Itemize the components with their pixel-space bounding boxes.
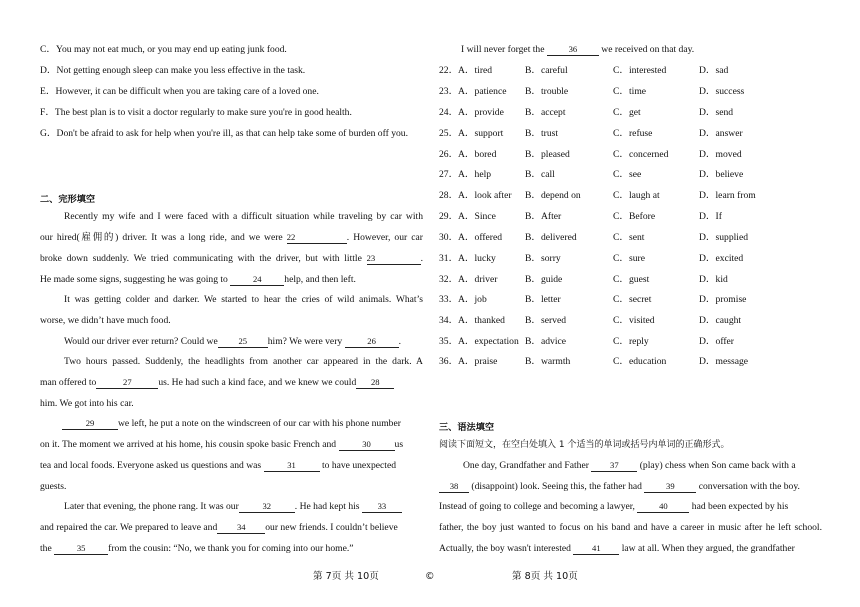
choice-row-30 — [439, 232, 823, 244]
choice-c[interactable]: C．time — [613, 86, 647, 97]
choice-b[interactable]: B．call — [525, 169, 555, 180]
choice-b[interactable]: B．depend on — [525, 190, 581, 201]
p5-line2 — [40, 439, 403, 451]
choice-b[interactable]: B．served — [525, 315, 567, 326]
choice-row-29 — [439, 211, 823, 223]
text: we left, he put a note on the windscreen of our car with his phone number — [118, 418, 401, 429]
choice-b[interactable]: B．trouble — [525, 86, 569, 97]
blank-23[interactable]: 23 — [367, 253, 421, 265]
blank-31[interactable]: 31 — [264, 460, 320, 472]
choice-d[interactable]: D．caught — [699, 315, 742, 326]
option-g: G．Don't be afraid to ask for help when you're ill, as that can help take some of burden off you. — [40, 128, 409, 139]
text: tea and local foods. Everyone asked us questions and was — [40, 460, 262, 471]
choice-c[interactable]: C．guest — [613, 274, 650, 285]
text: (disappoint) look. Seeing this, the father had — [471, 481, 642, 492]
choice-b[interactable]: B．guide — [525, 274, 563, 285]
choice-b[interactable]: B．careful — [525, 65, 568, 76]
text: . — [398, 336, 401, 347]
choice-b[interactable]: B．warmth — [525, 356, 571, 367]
option-d: D．Not getting enough sleep can make you less effective in the task. — [40, 65, 306, 76]
footer-copyright: © — [425, 571, 435, 582]
text: us. He had such a kind face, and we knew we could — [158, 377, 357, 388]
blank-24[interactable]: 24 — [230, 274, 284, 286]
choice-row-25 — [439, 128, 823, 140]
choice-d[interactable]: D．answer — [699, 128, 743, 139]
choice-number: 30． — [439, 232, 459, 243]
text: law at all. When they argued, the grandfather — [621, 543, 795, 554]
text: from the cousin: “No, we thank you for coming into our home.” — [108, 543, 354, 554]
option-c: C．You may not eat much, or you may end up eating junk food. — [40, 44, 287, 55]
choice-d[interactable]: D．learn from — [699, 190, 756, 201]
choice-number: 23． — [439, 86, 459, 97]
p2-line1: It was getting colder and darker. We started to hear the cries of wild animals. What’s — [64, 294, 423, 305]
choice-d[interactable]: D．believe — [699, 169, 744, 180]
choice-a[interactable]: A．tired — [458, 65, 493, 76]
p6-line3 — [40, 543, 354, 555]
p4-line1: Two hours passed. Suddenly, the headlights from another car appeared in the dark. A — [64, 356, 423, 367]
choice-row-24 — [439, 107, 823, 119]
section-2-title: 二、完形填空 — [40, 194, 96, 205]
choice-row-34 — [439, 315, 823, 327]
choice-a[interactable]: A．offered — [458, 232, 503, 243]
blank-25[interactable]: 25 — [218, 336, 268, 348]
choice-c[interactable]: C．visited — [613, 315, 655, 326]
choice-number: 27． — [439, 169, 459, 180]
blank-36[interactable]: 36 — [547, 44, 599, 56]
choice-a[interactable]: A．job — [458, 294, 487, 305]
p5-line3 — [40, 460, 396, 472]
choice-b[interactable]: B．advice — [525, 336, 567, 347]
p6-line1 — [64, 501, 402, 513]
choice-c[interactable]: C．refuse — [613, 128, 653, 139]
choice-b[interactable]: B．letter — [525, 294, 561, 305]
choice-number: 22． — [439, 65, 459, 76]
choice-a[interactable]: A．help — [458, 169, 492, 180]
section-3-title: 三、语法填空 — [439, 422, 495, 433]
choice-a[interactable]: A．Since — [458, 211, 496, 222]
blank-32[interactable]: 32 — [239, 501, 295, 513]
blank-27[interactable]: 27 — [96, 377, 158, 389]
choice-a[interactable]: A．provide — [458, 107, 504, 118]
choice-number: 35． — [439, 336, 459, 347]
text: us — [394, 439, 404, 450]
p6-line2 — [40, 522, 398, 534]
choice-b[interactable]: B．sorry — [525, 253, 561, 264]
choice-d[interactable]: D．excited — [699, 253, 744, 264]
blank-41[interactable]: 41 — [573, 543, 619, 555]
footer-right-page-number: 第 8页 共 10页 — [512, 571, 578, 582]
choice-d[interactable]: D．kid — [699, 274, 728, 285]
p1-line1: Recently my wife and I were faced with a difficult situation while traveling by car with — [64, 211, 423, 222]
choice-a[interactable]: A．bored — [458, 149, 497, 160]
choice-c[interactable]: C．Before — [613, 211, 656, 222]
text: conversation with the boy. — [698, 481, 800, 492]
footer-left-page-number: 第 7页 共 10页 — [313, 571, 379, 582]
p4-line2 — [40, 377, 394, 389]
choice-a[interactable]: A．support — [458, 128, 504, 139]
blank-28[interactable]: 28 — [356, 377, 394, 389]
choice-c[interactable]: C．sure — [613, 253, 645, 264]
p1-line3 — [40, 253, 423, 265]
option-f: F．The best plan is to visit a doctor regularly to make sure you're in good health. — [40, 107, 352, 118]
choice-b[interactable]: B．trust — [525, 128, 559, 139]
choice-a[interactable]: A．look after — [458, 190, 512, 201]
option-e: E．However, it can be difficult when you are taking care of a loved one. — [40, 86, 319, 97]
choice-a[interactable]: A．lucky — [458, 253, 496, 264]
choice-row-33 — [439, 294, 823, 306]
text: we received on that day. — [601, 44, 695, 55]
blank-40[interactable]: 40 — [637, 501, 689, 513]
choice-d[interactable]: D．sad — [699, 65, 729, 76]
choice-b[interactable]: B．After — [525, 211, 562, 222]
blank-38[interactable]: 38 — [439, 481, 469, 493]
choice-d[interactable]: D．promise — [699, 294, 747, 305]
choice-d[interactable]: D．supplied — [699, 232, 749, 243]
choice-c[interactable]: C．laugh at — [613, 190, 660, 201]
choice-a[interactable]: A．praise — [458, 356, 498, 367]
choice-number: 36． — [439, 356, 459, 367]
g-line1 — [463, 460, 796, 472]
right-top-line — [461, 44, 694, 56]
text: and repaired the car. We prepared to leave and — [40, 522, 218, 533]
choice-number: 29． — [439, 211, 459, 222]
text: (play) chess when Son came back with a — [639, 460, 796, 471]
choice-d[interactable]: D．If — [699, 211, 722, 222]
choice-number: 26． — [439, 149, 459, 160]
p4-line3: him. We got into his car. — [40, 398, 134, 409]
choice-row-32 — [439, 274, 823, 286]
choice-row-26 — [439, 149, 823, 161]
g-line2 — [439, 481, 800, 493]
choice-d[interactable]: D．offer — [699, 336, 734, 347]
choice-b[interactable]: B．accept — [525, 107, 566, 118]
g-line4: father, the boy just wanted to focus on his band and have a career in music after he left school. — [439, 522, 822, 533]
choice-row-35 — [439, 336, 823, 348]
choice-d[interactable]: D．send — [699, 107, 734, 118]
choice-a[interactable]: A．driver — [458, 274, 498, 285]
choice-a[interactable]: A．patience — [458, 86, 507, 97]
choice-c[interactable]: C．secret — [613, 294, 652, 305]
text: One day, Grandfather and Father — [463, 460, 589, 471]
text: I will never forget the — [461, 44, 545, 55]
blank-39[interactable]: 39 — [644, 481, 696, 493]
p2-line2: worse, we didn’t have much food. — [40, 315, 171, 326]
blank-34[interactable]: 34 — [217, 522, 265, 534]
choice-number: 32． — [439, 274, 459, 285]
text: our hired(雇佣的) driver. It was a long ride, and we were — [40, 232, 283, 243]
section-3-instruction: 阅读下面短文，在空白处填入 1 个适当的单词或括号内单词的正确形式。 — [439, 440, 730, 450]
choice-number: 33． — [439, 294, 459, 305]
g-line5 — [439, 543, 795, 555]
text: man offered to — [40, 377, 97, 388]
p3-line1 — [64, 336, 401, 348]
choice-number: 25． — [439, 128, 459, 139]
text: him? We were very — [267, 336, 343, 347]
choice-b[interactable]: B．pleased — [525, 149, 570, 160]
choice-b[interactable]: B．delivered — [525, 232, 577, 243]
choice-number: 31． — [439, 253, 459, 264]
text: had been expected by his — [691, 501, 789, 512]
choice-d[interactable]: D．moved — [699, 149, 742, 160]
choice-row-22 — [439, 65, 823, 77]
choice-c[interactable]: C．reply — [613, 336, 649, 347]
text: the — [40, 543, 52, 554]
choice-row-23 — [439, 86, 823, 98]
p5-line1 — [62, 418, 401, 430]
blank-35[interactable]: 35 — [54, 543, 108, 555]
blank-30[interactable]: 30 — [339, 439, 395, 451]
choice-row-27 — [439, 169, 823, 181]
choice-a[interactable]: A．thanked — [458, 315, 505, 326]
text: He made some signs, suggesting he was going to — [40, 274, 228, 285]
p1-line2 — [40, 232, 423, 244]
text: . — [420, 253, 423, 264]
choice-d[interactable]: D．message — [699, 356, 749, 367]
choice-row-31 — [439, 253, 823, 265]
text: . He had kept his — [294, 501, 360, 512]
choice-row-36 — [439, 356, 823, 368]
choice-c[interactable]: C．sent — [613, 232, 645, 243]
text: Would our driver ever return? Could we — [64, 336, 218, 347]
choice-c[interactable]: C．concerned — [613, 149, 669, 160]
text: broke down suddenly. We tried communicating with the driver, but with little — [40, 253, 362, 264]
text: Instead of going to college and becoming a lawyer, — [439, 501, 635, 512]
choice-c[interactable]: C．education — [613, 356, 667, 367]
blank-37[interactable]: 37 — [591, 460, 637, 472]
choice-a[interactable]: A．expectation — [458, 336, 519, 347]
choice-number: 24． — [439, 107, 459, 118]
blank-29[interactable]: 29 — [62, 418, 118, 430]
choice-c[interactable]: C．get — [613, 107, 641, 118]
choice-number: 28． — [439, 190, 459, 201]
text: . However, our car — [346, 232, 423, 243]
text: Actually, the boy wasn't interested — [439, 543, 571, 554]
text: our new friends. I couldn’t believe — [265, 522, 398, 533]
text: help, and then left. — [284, 274, 356, 285]
choice-d[interactable]: D．success — [699, 86, 745, 97]
choice-number: 34． — [439, 315, 459, 326]
p5-line4: guests. — [40, 481, 67, 492]
choice-row-28 — [439, 190, 823, 202]
blank-26[interactable]: 26 — [345, 336, 399, 348]
p1-line4 — [40, 274, 356, 286]
text: on it. The moment we arrived at his home, his cousin spoke basic French and — [40, 439, 337, 450]
text: Later that evening, the phone rang. It was our — [64, 501, 239, 512]
g-line3 — [439, 501, 788, 513]
text: to have unexpected — [321, 460, 397, 471]
blank-22[interactable]: 22 — [287, 232, 347, 244]
blank-33[interactable]: 33 — [362, 501, 402, 513]
choice-c[interactable]: C．see — [613, 169, 642, 180]
choice-c[interactable]: C．interested — [613, 65, 667, 76]
